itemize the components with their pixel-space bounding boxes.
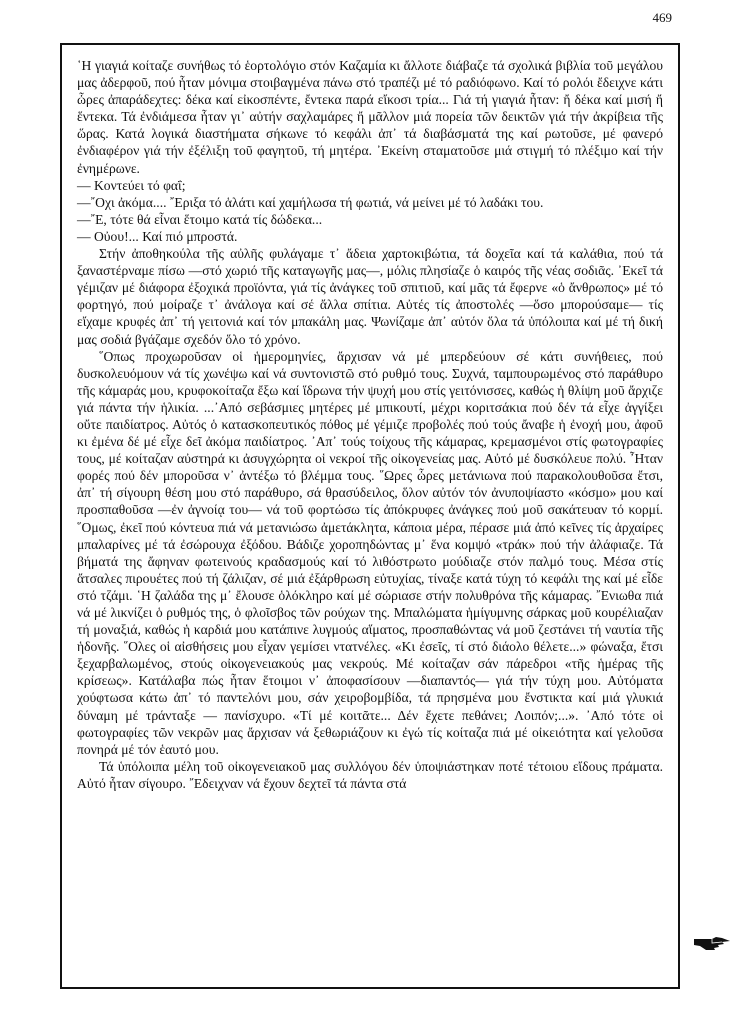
pointing-hand-icon <box>692 935 732 951</box>
paragraph: ῞Οπως προχωροῦσαν οἱ ἡμερομηνίες, ἄρχισαν νά μέ μπερδεύουν σέ κάτι συνήθειες, πού δυσκολευόμουν νά τίς χωνέψω καί νά συντονιστῶ στό ρυθμό τους. Συχνά, ταμπουρωμένος στό παράθυρο τῆς κάμαράς μου, κρυφοκοίταζα ἔξω καί ἵδρωνα τήν ψυχή μου στίς γειτόνισσες, καθώς ἡ θλίψη μοῦ ἄρχιζε γιά πάντα τήν ἡλικία. ...᾿Από σεβάσμιες μητέρες μέ μπικουτί, μέχρι κοριτσάκια πού δέν τά εἶχε ἀγγίξει οὔτε παιδίατρος. Αὐτός ὁ κατασκοπευτικός πόθος μέ γέμιζε προβολές πού τούς ἄναβε ἡ ἐνοχή μου, ἀφοῦ κι ἐμένα δέ μέ εἶχε δεῖ ἀκόμα παιδίατρος. ᾿Απ᾿ τούς τοίχους τῆς κάμαρας, κρεμασμένοι στίς φωτογραφίες τους, μέ κοίταζαν αὐστηρά κι ἀσυγχώρητα οἱ νεκροί τῆς οἰκογενείας μας. Αὐτό μέ δυσκόλευε πολύ. ῏Ηταν φορές πού δέν μποροῦσα ν᾿ ἀντέξω τό βλέμμα τους. ῞Ωρες ὧρες μετάνιωνα πού παρακολουθοῦσα ἔτσι, ἀπ᾿ τή σίγουρη θέση μου στό παράθυρο, σά θρασύδειλος, ὅλον αὐτόν τόν ἀνυποψίαστο «κόσμο» μου καί προσπαθοῦσα —ἐν ἀγνοίᾳ του— νά τοῦ φορτώσω τίς ἀπόκρυφες ἀνάγκες πού μοῦ σακάτευαν τό κορμί. ῞Ομως, ἐκεῖ πού κόντευα πιά νά μετανιώσω ἀμετάκλητα, κάποια μέρα, πέρασε μιά ἀπό κεῖνες τίς ἀρχαίρες μπαλαρίνες μέ τά ἐσώρουχα ἐξόδου. Βάδιζε χοροπηδώντας μ᾿ ἕνα κομψό «τράκ» πού τήν ἀλάφιαζε. Τά βήματά της ἄφηναν φωτεινούς κραδασμούς καί τό λιθόστρωτο μούδιαζε στόν παλμό τους. Μέσα στίς ἄτσαλες πιρουέτες πού τή ζάλιζαν, σέ μιά ἐξάρθρωση εὐτυχίας, τίναξε κατά τύχη τό κεφάλι της καί μέ εἶδε στό τζάμι. ῾Η ζαλάδα της μ᾿ ἔλουσε ὁλόκληρο καί μέ σώριασε στήν πολυθρόνα τῆς κάμαρας. ῎Ενιωθα πιά νά μέ λικνίζει ὁ ρυθμός της, ὁ φλοῖσβος τῶν ρούχων της. Μπαλώματα ἡμίγυμνης σάρκας μοῦ κουρέλιαζαν τή μοναξιά, καθώς ἡ καρδιά μου κατάπινε λυγμούς αἵματος, προσπαθώντας νά μοῦ ζεστάνει τή ναυτία τῆς ἡδονῆς. ῞Ολες οἱ αἰσθήσεις μου εἶχαν γεμίσει ντατνέλες. «Κι ἐσεῖς, τί στό διάολο θέλετε...» φώναξα, ἔτσι ξεχαρβαλωμένος, στούς οἰκογενειακούς μας νεκρούς. Μέ κοίταζαν σάν πάρεδροι «τῆς ἡμέρας τῆς κρίσεως». Κατάλαβα πώς ἦταν ἕτοιμοι ν᾿ ἀποφασίσουν —διαπαντός— γιά τήν τύχη μου. Αὐτόματα χούφτωσα κάτω ἀπ᾿ τό παντελόνι μου, σάν χειροβομβίδα, τά πρησμένα μου ἔνστικτα καί μιά γλυκιά δύναμη μέ τράνταξε — πανίσχυρο. «Τί μέ κοιτᾶτε... Δέν ἔχετε πεθάνει; Λοιπόν;...». ᾿Από τότε οἱ φωτογραφίες τῶν νεκρῶν μας ἄρχισαν νά ξεθωριάζουν κι ἐγώ τίς κοίταζα πιά μέ οἰκειότητα καί γελοῦσα πονηρά μέ τόν ἑαυτό μου. <box>77 348 663 757</box>
page-number: 469 <box>652 10 672 25</box>
body-text <box>77 57 663 792</box>
dialogue-line: —῎Οχι ἀκόμα.... ῎Εριξα τό ἁλάτι καί χαμήλωσα τή φωτιά, νά μείνει μέ τό λαδάκι του. <box>77 194 544 210</box>
dialogue-line: —῎Ε, τότε θά εἶναι ἕτοιμο κατά τίς δώδεκα... <box>77 211 323 227</box>
paragraph: ῾Η γιαγιά κοίταζε συνήθως τό ἑορτολόγιο στόν Καζαμία κι ἄλλοτε διάβαζε τά σχολικά βιβλία τοῦ μεγάλου μας ἀδερφοῦ, πού ἦταν μόνιμα στοιβαγμένα πάνω στό τραπέζι μέ τό ραδιόφωνο. Καί τό ρολόι ἔδειχνε κάτι ὧρες ἀπαράδεχτες: δέκα καί εἰκοσπέντε, ἔντεκα παρά εἴκοσι τρία... Γιά τή γιαγιά ἦταν: ἤ δέκα καί μισή ἤ ἕντεκα. Τά ἐνδιάμεσα ἦταν γι᾿ αὐτήν σαχλαμάρες ἤ μᾶλλον μιά πορεία τῶν δεικτῶν γιά τήν ἀκρίβεια τῆς ὥρας. Κατά λογικά διαστήματα σήκωνε τό κεφάλι ἀπ᾿ τά διαβάσματά της καί ρωτοῦσε, μέ φανερό ἐνδιαφέρον γιά τήν ἐξέλιξη τοῦ φαγητοῦ, τή μητέρα. ᾿Εκείνη σταματοῦσε μιά στιγμή τό πλέξιμο καί τήν ἐνημέρωνε. <box>77 58 663 176</box>
dialogue-line: — Οὐου!... Καί πιό μπροστά. <box>77 228 238 244</box>
paragraph: Στήν ἀποθηκούλα τῆς αὐλῆς φυλάγαμε τ᾿ ἄδεια χαρτοκιβώτια, τά δοχεῖα καί τά καλάθια, πού τά ξαναστέρναμε πίσω —στό χωριό τῆς καταγωγῆς μας—, μόλις πλησίαζε ὁ καιρός τῆς νέας σοδιᾶς. ᾿Εκεῖ τά γέμιζαν μέ διάφορα ἐξοχικά προϊόντα, γιά τίς ἀνάγκες τοῦ σπιτιοῦ, καί μᾶς τά ἔφερνε «ὁ ἄνθρωπος» μέ τό φορτηγό, πού μοίραζε τ᾿ ἀνάλογα καί σέ ἄλλα σπίτια. Αὐτές τίς ἀποστολές —ὅσο μπορούσαμε— τίς εἴχαμε κρυφές ἀπ᾿ τή γειτονιά καί τόν μπακάλη μας. Ψωνίζαμε ἀπ᾿ αὐτόν ὅλα τά ὑπόλοιπα καί μέ τή δική μας σοδιά βγάζαμε σχεδόν ὅλο τό χρόνο. <box>77 246 663 347</box>
paragraph: Τά ὑπόλοιπα μέλη τοῦ οἰκογενειακοῦ μας συλλόγου δέν ὑποψιάστηκαν ποτέ τέτοιου εἴδους πράματα. Αὐτό ἦταν σίγουρο. ῎Εδειχναν νά ἔχουν δεχτεῖ τά πάντα στά <box>77 758 663 791</box>
dialogue-line: — Κοντεύει τό φαΐ; <box>77 177 186 193</box>
